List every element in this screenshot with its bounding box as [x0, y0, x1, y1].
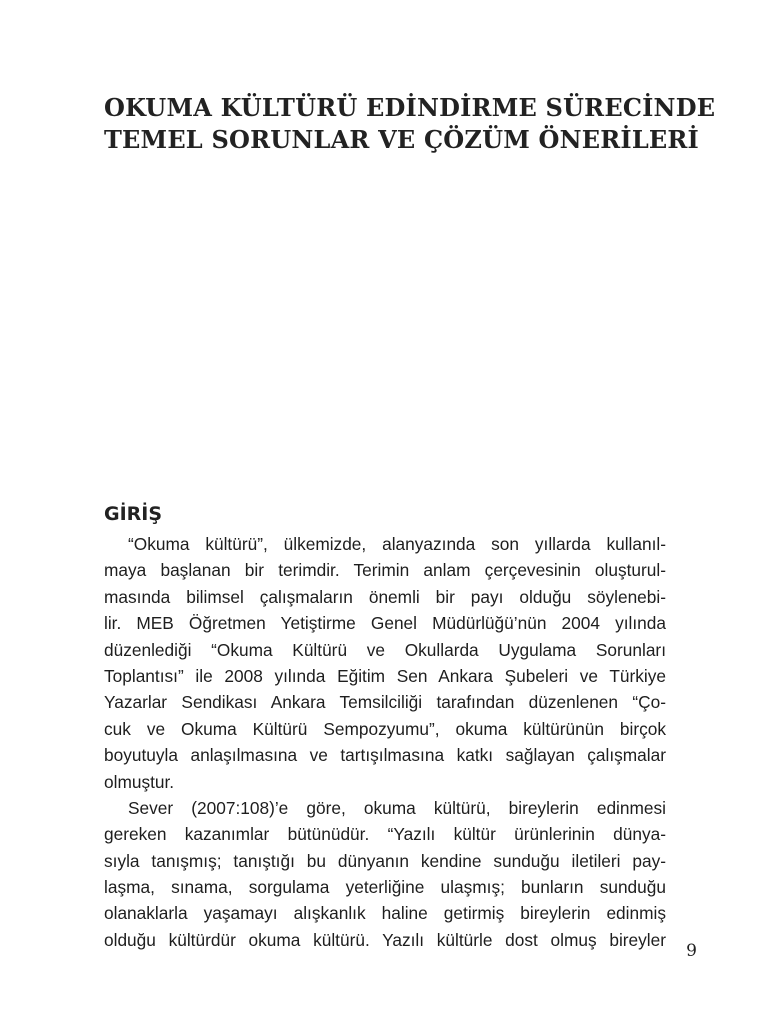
text-line: gereken kazanımlar bütünüdür. “Yazılı kültür ürünlerinin dünya- [104, 824, 666, 845]
text-line: masında bilimsel çalışmaların önemli bir payı olduğu söylenebi- [104, 586, 666, 607]
text-line: Sever (2007:108)’e göre, okuma kültürü, bireylerin edinmesi [128, 797, 666, 818]
section-heading: GİRİŞ [104, 503, 163, 525]
text-line: “Okuma kültürü”, ülkemizde, alanyazında son yıllarda kullanıl- [128, 534, 666, 554]
page-number: 9 [686, 941, 697, 961]
body-text [104, 531, 666, 953]
text-line: boyutuyla anlaşılmasına ve tartışılmasına katkı sağlayan çalışmalar [104, 745, 666, 766]
chapter-title [104, 92, 716, 156]
chapter-title-line-2: TEMEL SORUNLAR VE ÇÖZÜM ÖNERİLERİ [104, 125, 699, 154]
text-line: cuk ve Okuma Kültürü Sempozyumu”, okuma kültürünün birçok [104, 718, 666, 739]
text-line: Toplantısı” ile 2008 yılında Eğitim Sen Ankara Şubeleri ve Türkiye [104, 665, 666, 686]
text-line: olanaklarla yaşamayı alışkanlık haline getirmiş bireylerin edinmiş [104, 903, 666, 924]
text-line: düzenlediği “Okuma Kültürü ve Okullarda Uygulama Sorunları [104, 639, 666, 660]
text-line: lir. MEB Öğretmen Yetiştirme Genel Müdürlüğü’nün 2004 yılında [104, 613, 666, 634]
text-line: maya başlanan bir terimdir. Terimin anlam çerçevesinin oluşturul- [104, 560, 666, 581]
text-line: sıyla tanışmış; tanıştığı bu dünyanın kendine sunduğu iletileri pay- [104, 850, 666, 871]
text-line: Yazarlar Sendikası Ankara Temsilciliği tarafından düzenlenen “Ço- [104, 692, 666, 713]
paragraph-2 [104, 795, 666, 953]
text-line: olduğu kültürdür okuma kültürü. Yazılı kültürle dost olmuş bireyler [104, 929, 666, 950]
text-line: olmuştur. [104, 771, 175, 792]
paragraph-1 [104, 531, 666, 795]
text-line: laşma, sınama, sorgulama yeterliğine ulaşmış; bunların sunduğu [104, 877, 666, 898]
chapter-title-line-1: OKUMA KÜLTÜRÜ EDİNDİRME SÜRECİNDE [104, 93, 716, 122]
